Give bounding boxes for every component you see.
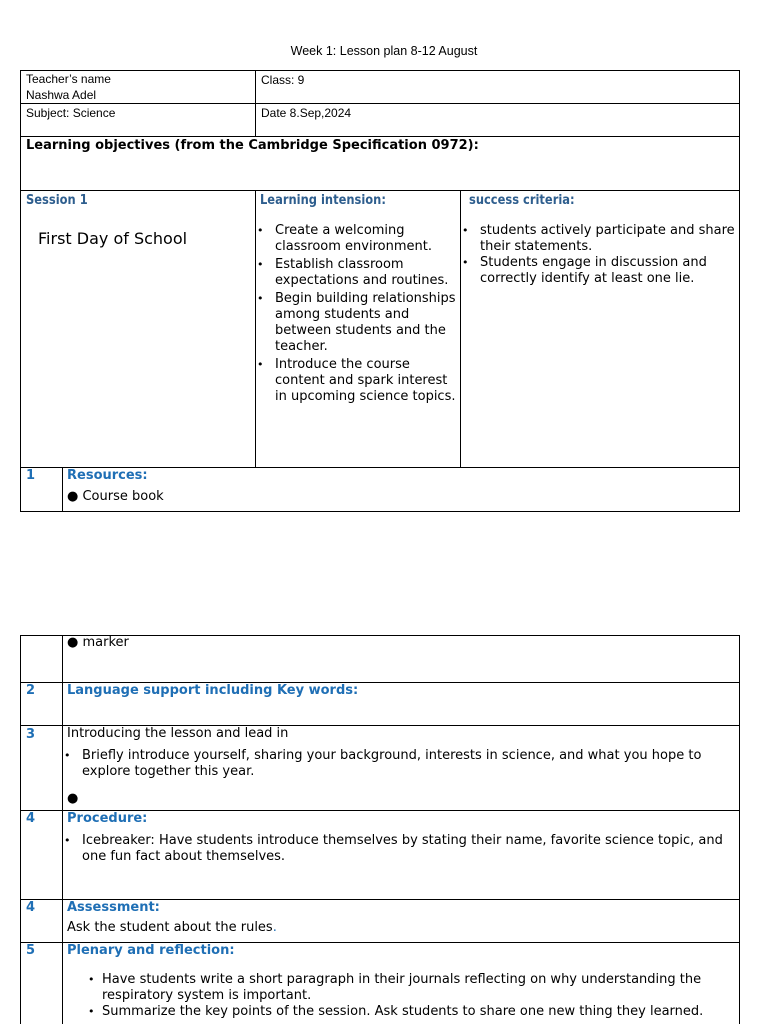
teacher-label: Teacher’s name <box>26 72 111 86</box>
procedure-label: Procedure: <box>67 811 148 826</box>
assessment-period: . <box>272 920 277 935</box>
plenary-number: 5 <box>26 943 36 958</box>
language-label: Language support including Key words: <box>67 683 359 698</box>
intention-list <box>255 223 460 405</box>
objectives-label: Learning objectives (from the Cambridge Specification 0972): <box>26 138 479 153</box>
intro-number: 3 <box>26 727 36 742</box>
assessment-number: 4 <box>26 900 36 915</box>
bullet-dot: ● <box>67 635 79 650</box>
resources-label: Resources: <box>67 468 148 483</box>
resource-item <box>67 489 164 505</box>
intention-item: • Establish classroom expectations and routines. <box>255 257 460 289</box>
procedure-number: 4 <box>26 811 36 826</box>
resource-item <box>67 635 129 651</box>
intro-list <box>62 748 737 780</box>
session-title: First Day of School <box>38 229 188 248</box>
plenary-item: • Summarize the key points of the session. Ask students to share one new thing they learned. <box>82 1004 738 1020</box>
resources-number: 1 <box>26 468 36 483</box>
intention-item: • Introduce the course content and spark interest in upcoming science topics. <box>255 357 460 405</box>
subject-label: Subject: Science <box>26 106 116 120</box>
intro-label: Introducing the lesson and lead in <box>67 726 289 741</box>
language-number: 2 <box>26 683 36 698</box>
procedure-list <box>62 833 737 865</box>
criteria-list <box>460 223 738 287</box>
class-label: Class: 9 <box>261 73 305 87</box>
intention-header: Learning intension: <box>260 192 386 208</box>
teacher-name: Nashwa Adel <box>26 88 97 102</box>
intention-item: • Create a welcoming classroom environment. <box>255 223 460 255</box>
procedure-item: • Icebreaker: Have students introduce themselves by stating their name, favorite science topic, and one fun fact about themselves. <box>62 833 737 865</box>
assessment-text-body: Ask the student about the rules <box>67 920 273 935</box>
resource-item-label: Course book <box>82 489 164 504</box>
assessment-label: Assessment: <box>67 900 160 915</box>
criteria-item: • students actively participate and share their statements. <box>460 223 738 255</box>
criteria-item: • Students engage in discussion and correctly identify at least one lie. <box>460 255 738 287</box>
plenary-list <box>82 972 738 1020</box>
criteria-header: success criteria: <box>469 192 575 208</box>
intention-item: • Begin building relationships among students and between students and the teacher. <box>255 291 460 355</box>
session-header: Session 1 <box>26 192 88 208</box>
assessment-text <box>67 920 277 936</box>
plenary-label: Plenary and reflection: <box>67 943 235 958</box>
page-title: Week 1: Lesson plan 8-12 August <box>290 44 478 58</box>
plenary-item: • Have students write a short paragraph in their journals reflecting on why understanding the respiratory system is important. <box>82 972 738 1004</box>
empty-bullet: ● <box>67 791 79 806</box>
resource-item-label: marker <box>82 635 129 650</box>
bullet-dot: ● <box>67 489 79 504</box>
intro-item: • Briefly introduce yourself, sharing your background, interests in science, and what you hope to explore together this year. <box>62 748 737 780</box>
date-label: Date 8.Sep,2024 <box>261 106 352 120</box>
